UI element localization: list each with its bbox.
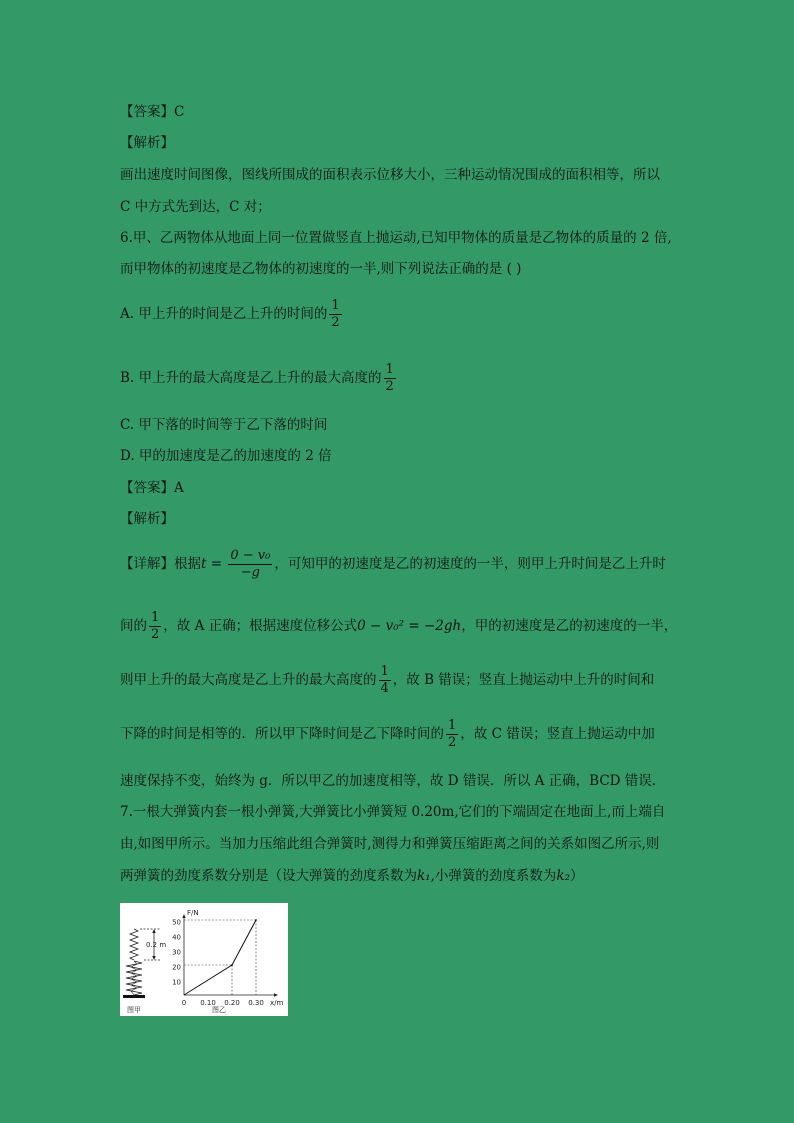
x-tick-0: 0	[181, 999, 187, 1007]
small-spring	[130, 929, 138, 960]
data-point-2	[255, 919, 257, 921]
y-axis-arrow-icon	[182, 914, 185, 918]
x-axis-unit: x/m	[270, 999, 284, 1007]
question-6-line-2: 而甲物体的初速度是乙物体的初速度的一半,则下列说法正确的是 ( )	[120, 261, 522, 277]
y-tick-labels	[172, 919, 181, 987]
y-tick-20: 20	[172, 963, 181, 972]
inner-small-spring	[131, 961, 137, 995]
caption-left: 图甲	[127, 1006, 141, 1014]
spring-diagram	[126, 929, 160, 995]
analysis-label-5: 【解析】	[120, 135, 174, 151]
option-b: B. 甲上升的最大高度是乙上升的最大高度的 $\frac{1}{2}$	[120, 362, 394, 394]
spring-figure	[120, 903, 288, 1016]
question-7-line-3: 两弹簧的劲度系数分别是（设大弹簧的劲度系数为k₁,小弹簧的劲度系数为k₂）	[120, 868, 584, 884]
y-tick-30: 30	[172, 948, 181, 957]
answer-label-5: 【答案】C	[120, 104, 185, 120]
caption-right: 图乙	[212, 1006, 226, 1014]
y-tick-40: 40	[172, 933, 181, 942]
question-7-line-1: 7.一根大弹簧内套一根小弹簧,大弹簧比小弹簧短 0.20m,它们的下端固定在地面上,而上端自	[120, 804, 666, 820]
force-line	[184, 920, 256, 995]
detail-line-2: 间的 $\frac{1}{2}$ ，故 A 正确；根据速度位移公式0 − v₀² = −2gh，甲的初速度是乙的初速度的一半，	[120, 610, 678, 642]
spring-figure-svg	[120, 903, 288, 1016]
option-c: C. 甲下落的时间等于乙下落的时间	[120, 417, 328, 433]
analysis-text-2: C 中方式先到达，C 对；	[120, 199, 271, 215]
k2-symbol: k₂	[556, 868, 570, 884]
x-tick-0-10: 0.10	[200, 999, 216, 1007]
detail-line-4: 下降的时间是相等的．所以甲下降时间是乙下降时间的 $\frac{1}{2}$ ，故 C 错误；竖直上抛运动中加	[120, 718, 655, 750]
option-a: A. 甲上升的时间是乙上升的时间的 $\frac{1}{2}$	[120, 298, 340, 330]
x-tick-0-20: 0.20	[224, 999, 240, 1007]
option-d: D. 甲的加速度是乙的加速度的 2 倍	[120, 448, 332, 464]
fraction-half-a: $\frac{1}{2}$	[331, 298, 340, 330]
x-tick-0-30: 0.30	[248, 999, 264, 1007]
k1-symbol: k₁	[417, 868, 431, 884]
data-point-1	[231, 964, 233, 966]
x-axis-arrow-icon	[274, 993, 278, 996]
velocity-formula: 0 − v₀² = −2gh	[357, 618, 462, 634]
y-tick-10: 10	[172, 978, 181, 987]
question-7-line-2: 由,如图甲所示。当加力压缩此组合弹簧时,测得力和弹簧压缩距离之间的关系如图乙所示,则	[120, 836, 660, 852]
force-graph	[172, 909, 283, 1007]
spring-length-label: 0.2 m	[146, 941, 167, 949]
y-axis-label: F/N	[187, 909, 199, 917]
y-tick-50: 50	[172, 918, 181, 927]
detail-line-3: 则甲上升的最大高度是乙上升的最大高度的 $\frac{1}{4}$ ，故 B 错误；竖直上抛运动中上升的时间和	[120, 664, 655, 696]
detail-line-1: 【详解】根据t = $\frac{\text{0 − v₀}}{-g}$ ，可知甲的初速度是乙的初速度的一半，则甲上升时间是乙上升时	[120, 548, 666, 580]
analysis-label-6: 【解析】	[120, 511, 174, 527]
fraction-half-d: $\frac{1}{2}$	[448, 718, 457, 750]
spring-base	[123, 995, 145, 998]
answer-label-6: 【答案】A	[120, 480, 184, 496]
fraction-half-b: $\frac{1}{2}$	[385, 362, 394, 394]
dim-arrow-up-icon	[152, 929, 156, 933]
fraction-half-c: $\frac{1}{2}$	[151, 610, 160, 642]
analysis-text-1: 画出速度时间图像，图线所围成的面积表示位移大小，三种运动情况围成的面积相等，所以	[120, 167, 660, 183]
question-6-line-1: 6.甲、乙两物体从地面上同一位置做竖直上抛运动,已知甲物体的质量是乙物体的质量的 2 倍,	[120, 230, 672, 246]
dim-arrow-down-icon	[152, 956, 156, 960]
fraction-quarter: $\frac{1}{4}$	[380, 664, 389, 696]
fraction-time: $\frac{\text{0 − v₀}}{-g}$	[230, 548, 271, 580]
detail-line-5: 速度保持不变，始终为 g．所以甲乙的加速度相等，故 D 错误．所以 A 正确，BCD 错误．	[120, 773, 666, 789]
big-spring	[126, 961, 142, 995]
